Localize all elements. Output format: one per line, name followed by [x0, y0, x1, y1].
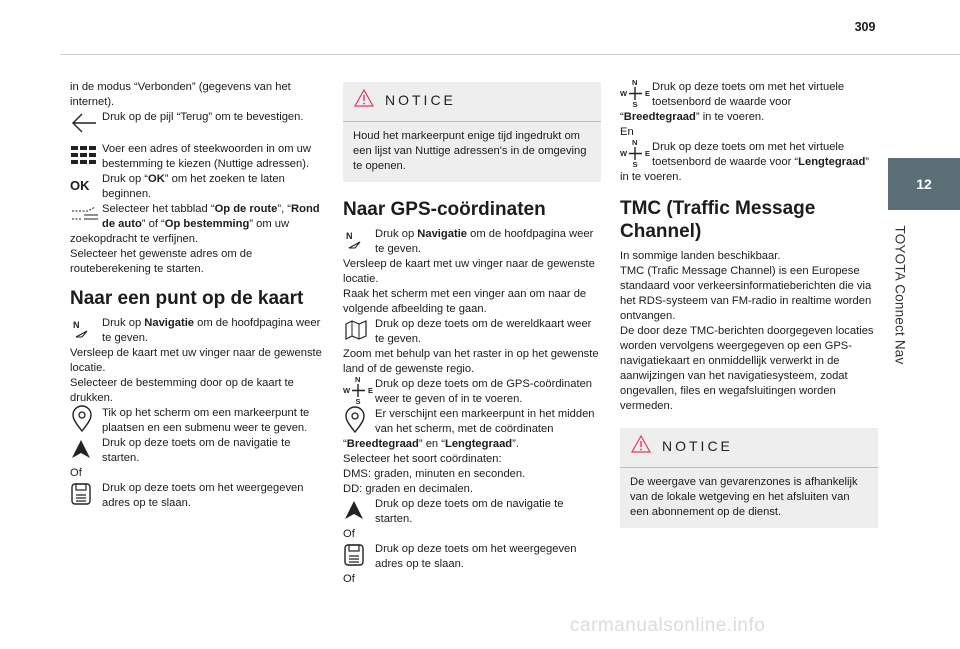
svg-text:S: S [632, 100, 638, 108]
warning-icon [630, 434, 652, 459]
svg-text:E: E [645, 149, 650, 158]
ok-pre: Druk op “ [102, 173, 149, 185]
ok-row [70, 172, 328, 202]
nav2-a: Druk op [375, 228, 418, 240]
world-map-icon [343, 317, 375, 343]
svg-text:W: W [620, 149, 628, 158]
en-text: En [620, 126, 634, 138]
svg-text:S: S [632, 160, 638, 168]
nav2-c: om de hoofdpagina weer te geven. [375, 228, 594, 255]
start-navigation-icon [70, 436, 102, 462]
start-row [70, 436, 328, 466]
swipe-text-2: Versleep de kaart met uw vinger naar de gewenste locatie. [343, 258, 595, 285]
heading-map-point: Naar een punt op de kaart [70, 288, 304, 309]
notice-text-2: De weergave van gevarenzones is afhankelijk van de lokale wetgeving en het afsluiten van een abonnement op de dienst. [630, 476, 858, 518]
of-text-2: Of [343, 528, 355, 540]
lat-row [620, 80, 878, 110]
start-text-2: Druk op deze toets om de navigatie te starten. [375, 498, 564, 525]
navigation-icon [343, 227, 375, 253]
lon-row [620, 140, 878, 170]
coord-d: Lengtegraad [444, 438, 513, 450]
of-text: Of [70, 467, 82, 479]
start-row-2 [343, 497, 601, 527]
ok-key: OK [148, 173, 165, 185]
dms-text: DMS: graden, minuten en seconden. [343, 468, 526, 480]
heading-gps: Naar GPS-coördinaten [343, 199, 546, 220]
nav2-b: Navigatie [417, 228, 468, 240]
tmc-3: De door deze TMC-berichten doorgegeven locaties worden vervolgens weergegeven op een GPS-navigatiekaart en onmiddellijk verwerkt in de aanwijzingen van het navigatiesysteem, zodat ongevallen, files en wegafsluitingen worden vermeden. [620, 325, 874, 412]
lon-cont: in te voeren. [620, 171, 682, 183]
route-b: Op de route [214, 203, 278, 215]
raak-text: Raak het scherm met een vinger aan om naar de volgende afbeelding te gaan. [343, 288, 587, 315]
nav-c: om de hoofdpagina weer te geven. [102, 317, 321, 344]
route-c: ”, “ [277, 203, 292, 215]
save-row [70, 481, 328, 511]
tap-row [70, 406, 328, 436]
nav-text [102, 316, 328, 346]
header-rule [60, 54, 960, 55]
ok-icon-label: OK [70, 177, 90, 193]
svg-text:E: E [645, 89, 650, 98]
column-1 [70, 80, 328, 511]
back-row [70, 110, 328, 136]
gps-row [343, 377, 601, 407]
save-row-2 [343, 542, 601, 572]
coord-c: ” en “ [418, 438, 445, 450]
svg-text:N: N [355, 375, 361, 384]
route-f: Op bestemming [164, 218, 250, 230]
save-text: Druk op deze toets om het weergegeven adres op te slaan. [102, 482, 304, 509]
swipe-text: Versleep de kaart met uw vinger naar de gewenste locatie. [70, 347, 322, 374]
notice-title: NOTICE [385, 92, 456, 108]
dd-text: DD: graden en decimalen. [343, 483, 473, 495]
start-navigation-icon [343, 497, 375, 523]
grid-icon [70, 142, 102, 168]
ok-icon [70, 172, 102, 198]
compass-icon [620, 80, 652, 106]
save-text-2: Druk op deze toets om het weergegeven adres op te slaan. [375, 543, 577, 570]
world-row [343, 317, 601, 347]
notice-text: Houd het markeerpunt enige tijd ingedrukt om een lijst van Nuttige adressen's in de omgeving te openen. [353, 130, 587, 172]
lat-b: “ [620, 111, 624, 123]
chapter-tab: 12 [888, 158, 960, 210]
select-address: Selecteer het gewenste adres om de routeberekening te starten. [70, 248, 253, 275]
notice-box-2 [620, 428, 878, 528]
compass-icon [620, 140, 652, 166]
nav-row-2 [343, 227, 601, 257]
chapter-title [893, 225, 907, 365]
lon-c: ” [865, 156, 870, 168]
svg-text:E: E [368, 386, 373, 395]
tap-text: Tik op het scherm om een markeerpunt te plaatsen en een submenu weer te geven. [102, 407, 310, 434]
route-cont: zoekopdracht te verfijnen. [70, 233, 199, 245]
svg-text:N: N [346, 231, 353, 241]
warning-icon [353, 88, 375, 113]
coord-e: ”. [512, 438, 519, 450]
route-g: ” om uw [249, 218, 290, 230]
chapter-title-text: TOYOTA Connect Nav [892, 225, 908, 365]
notice-header [343, 82, 601, 122]
route-d: Rond de auto [102, 203, 320, 230]
lat-text: Druk op deze toets om met het virtuele toetsenbord de waarde voor [652, 81, 845, 108]
ok-post: ” om het zoeken te laten beginnen. [102, 173, 285, 200]
svg-text:N: N [632, 138, 638, 147]
nav-text-2 [375, 227, 601, 257]
nav-row [70, 316, 328, 346]
coord-a: “ [343, 438, 347, 450]
route-a: Selecteer het tabblad “ [102, 203, 215, 215]
svg-text:W: W [620, 89, 628, 98]
lat-cont [620, 110, 878, 125]
compass-icon [343, 377, 375, 403]
of-text-3: Of [343, 573, 355, 585]
lat-d: ” in te voeren. [695, 111, 765, 123]
world-text: Druk op deze toets om de wereldkaart weer te geven. [375, 318, 592, 345]
filter-icon [70, 202, 102, 228]
save-icon [343, 542, 375, 568]
lon-a: Druk op deze toets om met het virtuele toetsenbord de waarde voor “ [652, 141, 845, 168]
route-e: ” of “ [141, 218, 165, 230]
route-row [70, 202, 328, 232]
column-2 [343, 80, 601, 587]
lat-c: Breedtegraad [623, 111, 696, 123]
zoom-text: Zoom met behulp van het raster in op het gewenste land of de gewenste regio. [343, 348, 599, 375]
svg-text:N: N [632, 78, 638, 87]
select-dest-text: Selecteer de bestemming door op de kaart te drukken. [70, 377, 294, 404]
svg-text:S: S [355, 397, 361, 405]
notice-header-2 [620, 428, 878, 468]
tmc-2: TMC (Trafic Message Channel) is een Europese standaard voor verkeersinformatieberichten die via het RDS-systeem van FM-radio in realtime worden ontvangen. [620, 265, 872, 322]
marker-icon [70, 406, 102, 432]
notice-title-2: NOTICE [662, 438, 733, 454]
save-icon [70, 481, 102, 507]
intro-text: in de modus “Verbonden” (gegevens van het internet). [70, 81, 291, 108]
grid-text: Voer een adres of steekwoorden in om uw bestemming te kiezen (Nuttige adressen). [102, 143, 311, 170]
column-3 [620, 80, 878, 528]
back-arrow-icon [70, 110, 102, 136]
svg-text:N: N [73, 320, 80, 330]
lon-text [652, 140, 878, 170]
notice-box [343, 82, 601, 182]
gps-text: Druk op deze toets om de GPS-coördinaten weer te geven of in te voeren. [375, 378, 593, 405]
nav-a: Druk op [102, 317, 145, 329]
heading-tmc: TMC (Traffic Message Channel) [620, 198, 816, 242]
sort-text: Selecteer het soort coördinaten: [343, 453, 502, 465]
lon-b: Lengtegraad [798, 156, 866, 168]
marker-row [343, 407, 601, 437]
page-number: 309 [854, 20, 876, 34]
svg-text:W: W [343, 386, 351, 395]
navigation-icon [70, 316, 102, 342]
marker-icon [343, 407, 375, 433]
coord-b: Breedtegraad [346, 438, 419, 450]
watermark: carmanualsonline.info [570, 615, 766, 636]
coord-text [343, 437, 601, 452]
marker-text: Er verschijnt een markeerpunt in het midden van het scherm, met de coördinaten [375, 408, 595, 435]
grid-row [70, 142, 328, 172]
tmc-1: In sommige landen beschikbaar. [620, 250, 781, 262]
route-text [102, 202, 328, 232]
start-text: Druk op deze toets om de navigatie te starten. [102, 437, 291, 464]
ok-text [102, 172, 328, 202]
back-text: Druk op de pijl “Terug” om te bevestigen. [102, 111, 304, 123]
nav-b: Navigatie [144, 317, 195, 329]
